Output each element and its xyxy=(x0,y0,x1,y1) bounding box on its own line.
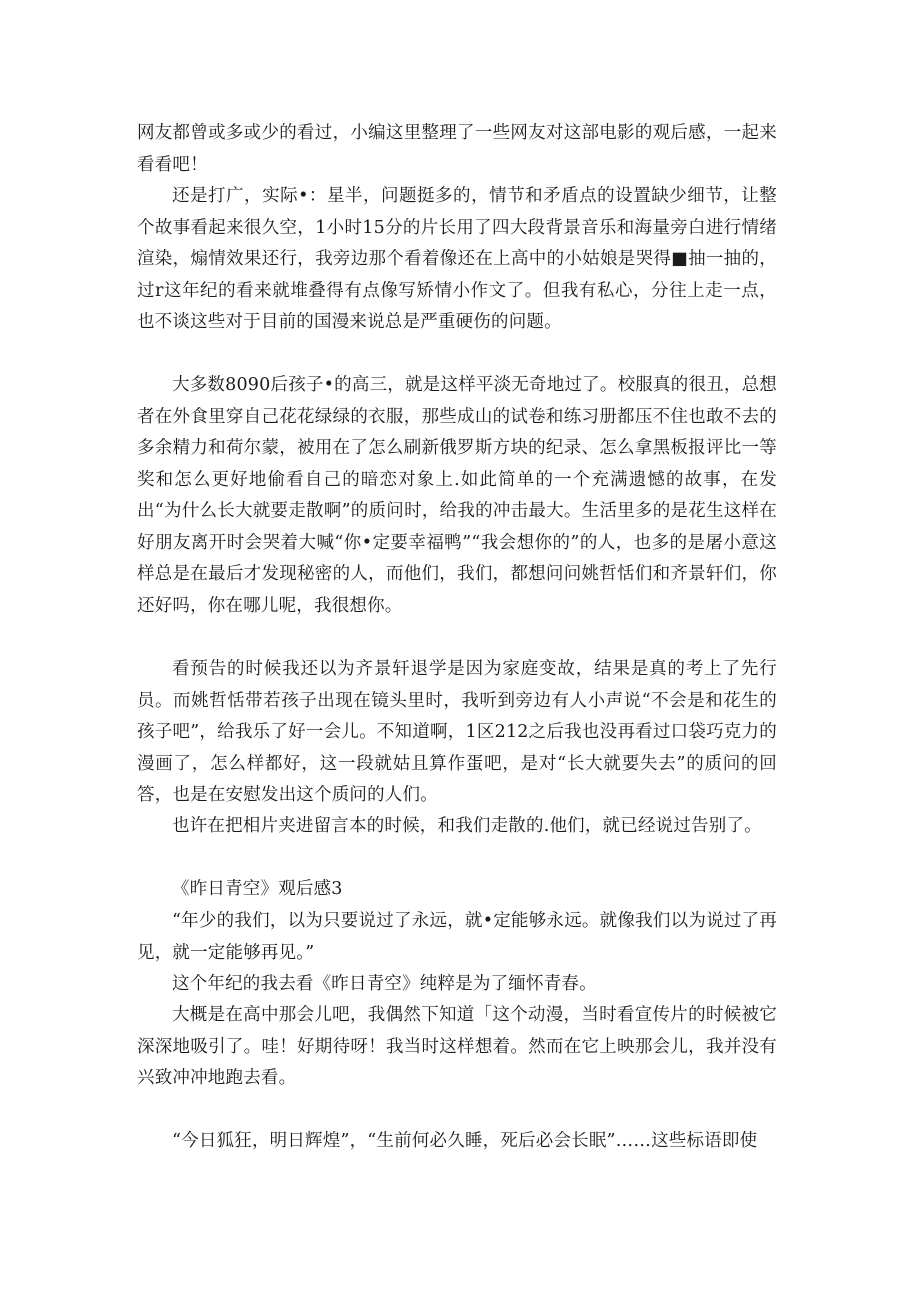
paragraph-review-3-part-2: 大概是在高中那会儿吧，我偶然下知道「这个动漫，当时看宣传片的时候被它深深地吸引了。哇！好期待呀！我当时这样想着。然而在它上映那会儿，我并没有兴致冲冲地跑去看。 xyxy=(137,1005,777,1088)
paragraph-review-2-ending: 也许在把相片夹进留言本的时候，和我们走散的.他们，就已经说过告别了。 xyxy=(172,816,762,836)
paragraph-review-2-part-2: 大多数8090后孩子•的高三，就是这样平淡无奇地过了。校服真的很丑，总想者在外食里穿自己花花绿绿的衣服，那些成山的试卷和练习册都压不住也敢不去的多余精力和荷尔蒙，被用在了怎么刷新俄罗斯方块的纪录、怎么拿黑板报评比一等奖和怎么更好地偷看自己的暗恋对象上.如此简单的一个充满遗憾的故事，在发出“为什么长大就要走散啊”的质问时，给我的冲击最大。生活里多的是花生这样在好朋友离开时会哭着大喊“你•定要幸福鸭”“我会想你的”的人，也多的是屠小意这样总是在最后才发现秘密的人，而他们，我们，都想问问姚哲恬们和齐景轩们，你还好吗，你在哪儿呢，我很想你。 xyxy=(137,375,777,616)
section-heading-review-3: 《昨日青空》观后感3 xyxy=(172,879,343,899)
paragraph-intro: 网友都曾或多或少的看过，小编这里整理了一些网友对这部电影的观后感，一起来看看吧！ xyxy=(137,123,777,175)
paragraph-review-3-quote: “年少的我们，以为只要说过了永远，就•定能够永远。就像我们以为说过了再见，就一定能够再见。” xyxy=(137,911,777,963)
paragraph-review-3-part-3: “今日狐狂，明日辉煌”，“生前何必久睡，死后必会长眠”……这些标语即使 xyxy=(172,1131,758,1151)
paragraph-review-2-part-3: 看预告的时候我还以为齐景轩退学是因为家庭变故，结果是真的考上了先行员。而姚哲恬带若孩子出现在镜头里时，我听到旁边有人小声说“不会是和花生的孩子吧”，给我乐了好一会儿。不知道啊，1区212之后我也没再看过口袋巧克力的漫画了，怎么样都好，这一段就姑且算作蛋吧，是对“长大就要失去”的质问的回答，也是在安慰发出这个质问的人们。 xyxy=(137,659,777,805)
paragraph-review-2-part-1: 还是打广，实际•：星半，问题挺多的，情节和矛盾点的设置缺少细节，让整个故事看起来很久空，1小时15分的片长用了四大段背景音乐和海量旁白进行情绪渲染，煽情效果还行，我旁边那个看着像还在上高中的小姑娘是哭得■抽一抽的，过r这年纪的看来就堆叠得有点像写矫情小作文了。但我有私心，分往上走一点，也不谈这些对于目前的国漫来说总是严重硬伤的问题。 xyxy=(137,186,777,332)
paragraph-review-3-part-1: 这个年纪的我去看《昨日青空》纯粹是为了缅怀青春。 xyxy=(172,974,597,994)
